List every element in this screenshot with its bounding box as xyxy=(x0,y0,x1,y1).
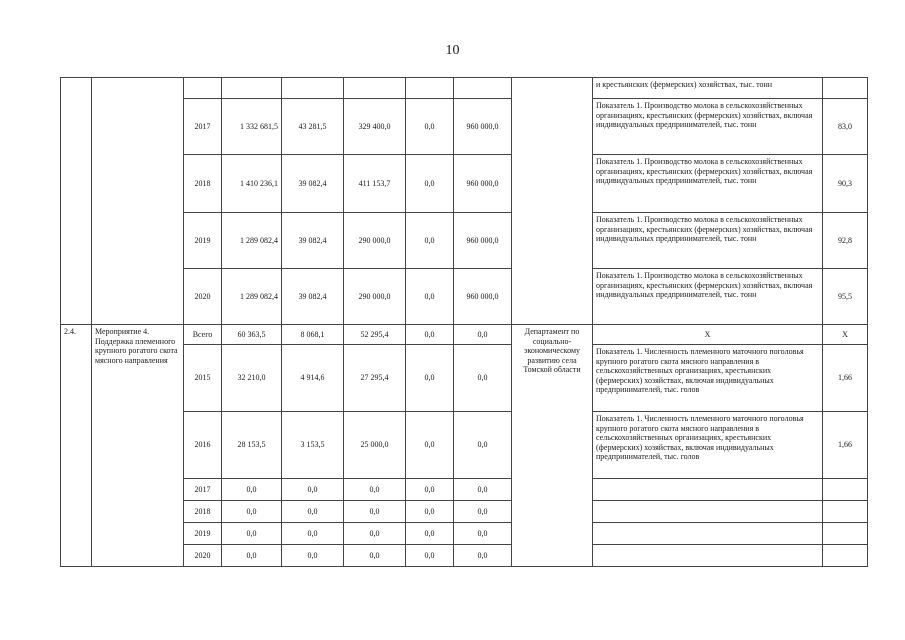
extra-cell: 960 000,0 xyxy=(454,155,512,213)
value-cell: 92,8 xyxy=(823,213,868,269)
federal-cell: 0,0 xyxy=(282,501,344,523)
indicator-cell: Показатель 1. Численность племенного маточного поголовья крупного рогатого скота мясного направления в сельскохозяйственных организациях, крестьянских (фермерских) хозяйствах, включая индивидуальных предпринимателей, тыс. голов xyxy=(593,345,823,412)
year-cell: 2017 xyxy=(184,479,222,501)
local-cell: 0,0 xyxy=(406,325,454,345)
federal-cell: 8 068,1 xyxy=(282,325,344,345)
extra-cell: 960 000,0 xyxy=(454,269,512,325)
federal-cell: 0,0 xyxy=(282,545,344,567)
year-cell: 2018 xyxy=(184,501,222,523)
year-cell: 2015 xyxy=(184,345,222,412)
regional-cell: 290 000,0 xyxy=(344,213,406,269)
total-cell: 1 410 236,1 xyxy=(222,155,282,213)
number-cell xyxy=(61,78,92,325)
local-cell: 0,0 xyxy=(406,523,454,545)
value-cell: 1,66 xyxy=(823,412,868,479)
local-cell: 0,0 xyxy=(406,545,454,567)
regional-cell: 290 000,0 xyxy=(344,269,406,325)
table-row xyxy=(61,325,868,345)
federal-cell: 4 914,6 xyxy=(282,345,344,412)
total-cell: 60 363,5 xyxy=(222,325,282,345)
department-cell: Департамент по социально-экономическому развитию села Томской области xyxy=(512,325,593,567)
year-cell: 2019 xyxy=(184,213,222,269)
total-cell: 0,0 xyxy=(222,501,282,523)
indicator-cell xyxy=(593,501,823,523)
indicator-cell: Показатель 1. Производство молока в сельскохозяйственных организациях, крестьянских (фермерских) хозяйствах, включая индивидуальных предпринимателей, тыс. тонн xyxy=(593,269,823,325)
federal-cell: 39 082,4 xyxy=(282,213,344,269)
federal-cell: 0,0 xyxy=(282,523,344,545)
total-cell: 28 153,5 xyxy=(222,412,282,479)
indicator-cell xyxy=(593,523,823,545)
regional-cell: 27 295,4 xyxy=(344,345,406,412)
year-cell: 2018 xyxy=(184,155,222,213)
indicator-cell: Показатель 1. Производство молока в сельскохозяйственных организациях, крестьянских (фермерских) хозяйствах, включая индивидуальных предпринимателей, тыс. тонн xyxy=(593,213,823,269)
value-cell xyxy=(823,501,868,523)
department-cell xyxy=(512,78,593,325)
regional-cell: 52 295,4 xyxy=(344,325,406,345)
federal-cell: 3 153,5 xyxy=(282,412,344,479)
page-number: 10 xyxy=(445,43,460,58)
local-cell: 0,0 xyxy=(406,155,454,213)
extra-cell: 0,0 xyxy=(454,501,512,523)
program-table xyxy=(60,77,868,567)
local-cell: 0,0 xyxy=(406,99,454,155)
value-cell xyxy=(823,523,868,545)
extra-cell: 0,0 xyxy=(454,412,512,479)
item-name: Мероприятие 4. Поддержка племенного крупного рогатого скота мясного направления xyxy=(92,325,184,567)
federal-cell: 0,0 xyxy=(282,479,344,501)
year-cell: 2016 xyxy=(184,412,222,479)
extra-cell: 0,0 xyxy=(454,545,512,567)
indicator-cell: Показатель 1. Производство молока в сельскохозяйственных организациях, крестьянских (фермерских) хозяйствах, включая индивидуальных предпринимателей, тыс. тонн xyxy=(593,155,823,213)
local-cell: 0,0 xyxy=(406,269,454,325)
value-cell: 83,0 xyxy=(823,99,868,155)
federal-cell: 43 281,5 xyxy=(282,99,344,155)
total-cell: 1 332 681,5 xyxy=(222,99,282,155)
regional-cell: 411 153,7 xyxy=(344,155,406,213)
total-cell: 1 289 082,4 xyxy=(222,269,282,325)
total-cell: 0,0 xyxy=(222,479,282,501)
extra-cell: 0,0 xyxy=(454,479,512,501)
value-cell: 1,66 xyxy=(823,345,868,412)
extra-cell: 0,0 xyxy=(454,325,512,345)
value-cell: X xyxy=(823,325,868,345)
extra-cell: 0,0 xyxy=(454,345,512,412)
name-cell xyxy=(92,78,184,325)
regional-cell: 0,0 xyxy=(344,523,406,545)
federal-cell: 39 082,4 xyxy=(282,269,344,325)
table-row xyxy=(61,78,868,99)
indicator-cell: Показатель 1. Численность племенного маточного поголовья крупного рогатого скота мясного направления в сельскохозяйственных организациях, крестьянских (фермерских) хозяйствах, включая индивидуальных предпринимателей, тыс. голов xyxy=(593,412,823,479)
federal-cell: 39 082,4 xyxy=(282,155,344,213)
indicator-cell: Показатель 1. Производство молока в сельскохозяйственных организациях, крестьянских (фермерских) хозяйствах, включая индивидуальных предпринимателей, тыс. тонн xyxy=(593,99,823,155)
year-cell: Всего xyxy=(184,325,222,345)
total-cell: 0,0 xyxy=(222,523,282,545)
local-cell: 0,0 xyxy=(406,479,454,501)
regional-cell: 0,0 xyxy=(344,479,406,501)
local-cell: 0,0 xyxy=(406,345,454,412)
local-cell: 0,0 xyxy=(406,412,454,479)
year-cell: 2020 xyxy=(184,269,222,325)
value-cell xyxy=(823,479,868,501)
indicator-cell xyxy=(593,545,823,567)
total-cell: 1 289 082,4 xyxy=(222,213,282,269)
year-cell: 2017 xyxy=(184,99,222,155)
local-cell: 0,0 xyxy=(406,213,454,269)
extra-cell: 960 000,0 xyxy=(454,99,512,155)
value-cell: 95,5 xyxy=(823,269,868,325)
total-cell: 0,0 xyxy=(222,545,282,567)
regional-cell: 329 400,0 xyxy=(344,99,406,155)
total-cell: 32 210,0 xyxy=(222,345,282,412)
item-number: 2.4. xyxy=(61,325,92,567)
extra-cell: 960 000,0 xyxy=(454,213,512,269)
value-cell: 90,3 xyxy=(823,155,868,213)
indicator-cell xyxy=(593,479,823,501)
local-cell: 0,0 xyxy=(406,501,454,523)
regional-cell: 25 000,0 xyxy=(344,412,406,479)
regional-cell: 0,0 xyxy=(344,545,406,567)
value-cell xyxy=(823,78,868,99)
value-cell xyxy=(823,545,868,567)
year-cell: 2020 xyxy=(184,545,222,567)
extra-cell: 0,0 xyxy=(454,523,512,545)
indicator-cell: и крестьянских (фермерских) хозяйствах, тыс. тонн xyxy=(593,78,823,99)
indicator-cell: X xyxy=(593,325,823,345)
regional-cell: 0,0 xyxy=(344,501,406,523)
year-cell: 2019 xyxy=(184,523,222,545)
